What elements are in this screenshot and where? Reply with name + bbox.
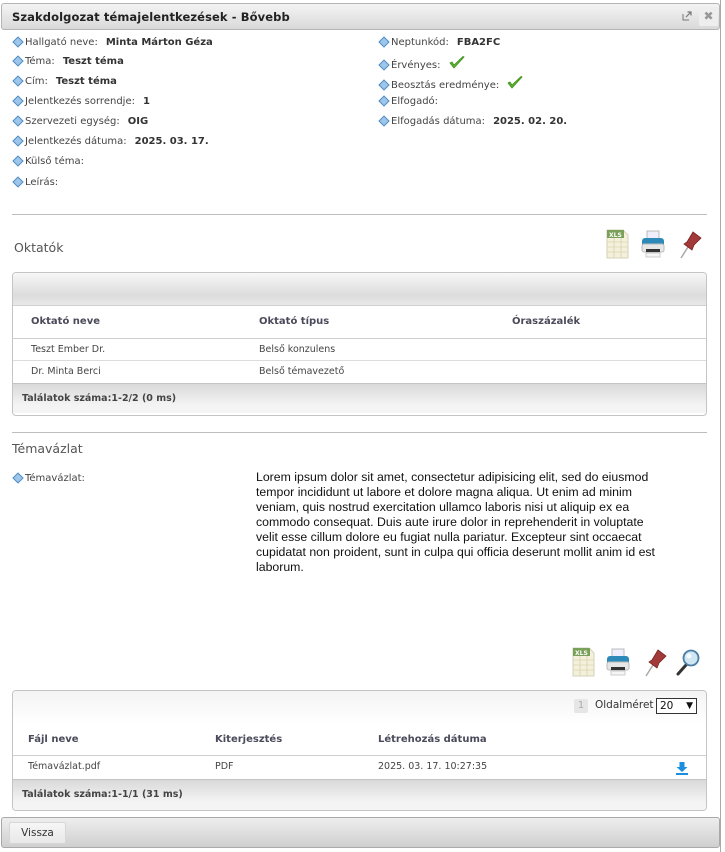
field-value: 2025. 03. 17. (134, 136, 209, 147)
field-value: Teszt téma (55, 76, 117, 87)
field-label: Jelentkezés dátuma: (25, 136, 127, 147)
table-row[interactable] (13, 756, 706, 779)
field-label: Beosztás eredménye: (391, 80, 500, 91)
svg-text:XLS: XLS (575, 650, 588, 657)
cell: Témavázlat.pdf (28, 761, 101, 772)
bullet-icon (379, 96, 387, 104)
files-table (12, 690, 707, 811)
search-icon[interactable] (674, 646, 702, 678)
field-label: Külső téma: (25, 156, 84, 167)
page-size-value: 20 (660, 700, 674, 712)
bullet-icon (13, 177, 21, 185)
pin-icon[interactable] (675, 228, 703, 260)
bottom-bar (1, 817, 720, 848)
page-size-label: Oldalméret (595, 699, 654, 711)
instructors-table (12, 272, 707, 416)
detail-field (13, 136, 209, 150)
column-header[interactable]: Létrehozás dátuma (378, 734, 487, 745)
cell: Teszt Ember Dr. (31, 344, 106, 355)
column-header[interactable]: Oktató neve (31, 316, 101, 327)
column-header[interactable]: Fájl neve (28, 734, 79, 745)
field-label: Jelentkezés sorrendje: (25, 96, 135, 107)
field-value: 1 (142, 96, 150, 107)
cell: PDF (215, 761, 234, 772)
xls-export-icon[interactable] (604, 228, 632, 260)
cell: Belső témavezető (259, 366, 345, 377)
column-header[interactable]: Óraszázalék (512, 316, 581, 327)
table-header (13, 724, 706, 756)
bullet-icon (13, 473, 21, 481)
field-label: Szervezeti egység: (25, 116, 120, 127)
detail-field (13, 76, 117, 90)
field-label: Érvényes: (391, 60, 441, 71)
chevron-down-icon: ▼ (686, 701, 693, 711)
detail-field (379, 96, 446, 110)
divider (12, 432, 707, 433)
field-value: Teszt téma (62, 56, 124, 67)
back-button[interactable]: Vissza (9, 822, 66, 844)
cell: 2025. 03. 17. 10:27:35 (378, 761, 488, 772)
column-header[interactable]: Oktató típus (259, 316, 330, 327)
popout-icon[interactable] (682, 11, 692, 21)
field-value: FBA2FC (456, 37, 501, 48)
detail-field (13, 96, 150, 110)
close-icon: ✖ (703, 9, 714, 23)
bullet-icon (379, 37, 387, 45)
table-row[interactable] (13, 339, 706, 361)
bullet-icon (379, 60, 387, 68)
print-icon[interactable] (639, 228, 667, 260)
field-label: Leírás: (25, 177, 59, 188)
field-label: Cím: (25, 76, 48, 87)
field-label: Elfogadás dátuma: (391, 116, 486, 127)
field-label: Elfogadó: (391, 96, 439, 107)
bullet-icon (379, 116, 387, 124)
column-header[interactable]: Kiterjesztés (215, 734, 283, 745)
bullet-icon (13, 37, 21, 45)
bullet-icon (13, 96, 21, 104)
detail-field (13, 473, 85, 487)
detail-field (13, 177, 66, 191)
checkmark-icon (507, 76, 523, 90)
divider (12, 214, 707, 215)
xls-export-icon[interactable] (570, 646, 598, 678)
table-header (13, 306, 706, 339)
outline-text: Lorem ipsum dolor sit amet, consectetur adipisicing elit, sed do eiusmod tempor incididunt ut labore et dolore magna aliqua. Ut enim ad minim veniam, quis nostrud exercitation ullamco laboris nisi ut aliquip ex ea commodo consequat. Duis aute irure dolor in reprehenderit in voluptate velit esse cillum dolore eu fugiat nulla pariatur. Excepteur sint occaecat cupidatat non proident, sunt in culpa qui officia deserunt mollit anim id est laborum. (256, 470, 655, 574)
dialog-title: Szakdolgozat témajelentkezések - Bővebb (12, 10, 290, 24)
field-label: Témavázlat: (25, 473, 85, 484)
detail-field (379, 116, 567, 130)
field-value: OIG (127, 116, 149, 127)
bullet-icon (13, 76, 21, 84)
table-toolbar (13, 273, 706, 306)
table-toolbar (13, 691, 706, 724)
bullet-icon (13, 116, 21, 124)
result-count: Találatok száma:1-1/1 (31 ms) (22, 789, 183, 800)
field-value: Minta Márton Géza (105, 37, 213, 48)
detail-field (13, 37, 213, 51)
print-icon[interactable] (604, 646, 632, 678)
download-icon[interactable] (675, 761, 689, 775)
table-row[interactable] (13, 361, 706, 383)
detail-field (13, 156, 92, 170)
detail-field (379, 54, 465, 72)
page-size-select[interactable] (656, 698, 697, 714)
result-count: Találatok száma:1-2/2 (0 ms) (22, 393, 177, 404)
detail-field (379, 74, 523, 92)
field-label: Neptunkód: (391, 37, 449, 48)
table-footer (13, 779, 706, 810)
svg-text:XLS: XLS (609, 232, 622, 239)
close-button[interactable] (699, 7, 718, 26)
checkmark-icon (449, 56, 465, 70)
field-value: 2025. 02. 20. (493, 116, 568, 127)
bullet-icon (13, 156, 21, 164)
field-label: Téma: (25, 56, 55, 67)
pin-icon[interactable] (640, 646, 668, 678)
detail-field (379, 37, 500, 51)
bullet-icon (13, 136, 21, 144)
section-title-outline: Témavázlat (12, 441, 83, 456)
page-number[interactable]: 1 (574, 699, 588, 713)
bullet-icon (379, 80, 387, 88)
bullet-icon (13, 56, 21, 64)
cell: Belső konzulens (259, 344, 336, 355)
cell: Dr. Minta Berci (31, 366, 101, 377)
table-footer (13, 383, 706, 413)
detail-field (13, 116, 148, 130)
section-title-instructors: Oktatók (14, 240, 64, 255)
field-label: Hallgató neve: (25, 37, 98, 48)
detail-field (13, 56, 124, 70)
title-bar (1, 3, 720, 30)
